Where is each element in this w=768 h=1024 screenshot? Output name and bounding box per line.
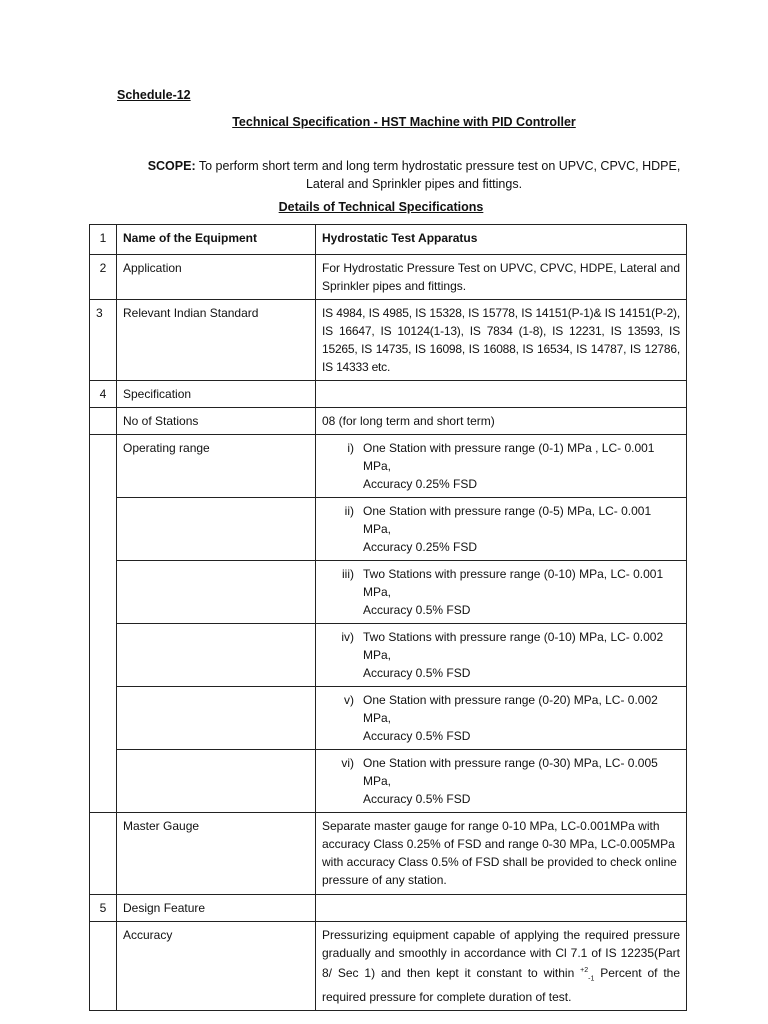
range-cell bbox=[316, 687, 687, 750]
table-row bbox=[90, 813, 687, 895]
empty-cell bbox=[117, 750, 316, 813]
row-number: 2 bbox=[90, 255, 117, 300]
range-cell bbox=[316, 498, 687, 561]
accuracy-label: Accuracy bbox=[117, 922, 316, 1011]
table-row bbox=[90, 381, 687, 408]
application-label: Application bbox=[117, 255, 316, 300]
range-line1: One Station with pressure range (0-5) MPa, LC- 0.001 MPa, bbox=[363, 504, 652, 536]
equipment-name-value: Hydrostatic Test Apparatus bbox=[316, 225, 687, 255]
row-number bbox=[90, 813, 117, 895]
design-feature-label: Design Feature bbox=[117, 895, 316, 922]
row-number: 5 bbox=[90, 895, 117, 922]
accuracy-text-a: Pressurizing equipment capable of applying the required pressure gradually and smoothly in accordance with Cl 7.1 of IS 12235(Part 8/ Sec 1) and then kept it constant to within bbox=[322, 928, 680, 980]
range-line1: One Station with pressure range (0-1) MPa , LC- 0.001 MPa, bbox=[363, 441, 655, 473]
standard-value: IS 4984, IS 4985, IS 15328, IS 15778, IS 14151(P-1)& IS 14151(P-2), IS 16647, IS 10124(1-13), IS 7834 (1-8), IS 12231, IS 13593, IS 15265, IS 14735, IS 16098, IS 16088, IS 16534, IS 14787, IS 12786, IS 14333 etc. bbox=[316, 300, 687, 381]
scope-text: To perform short term and long term hydrostatic pressure test on UPVC, CPVC, HDPE, bbox=[195, 159, 681, 173]
application-value: For Hydrostatic Pressure Test on UPVC, CPVC, HDPE, Lateral and Sprinkler pipes and fittings. bbox=[316, 255, 687, 300]
standard-label: Relevant Indian Standard bbox=[117, 300, 316, 381]
stations-value: 08 (for long term and short term) bbox=[316, 408, 687, 435]
range-line1: Two Stations with pressure range (0-10) MPa, LC- 0.002 MPa, bbox=[363, 630, 664, 662]
details-title: Details of Technical Specifications bbox=[278, 200, 484, 214]
table-row bbox=[90, 435, 687, 498]
table-row bbox=[90, 922, 687, 1011]
range-line2: Accuracy 0.5% FSD bbox=[363, 729, 471, 743]
range-cell bbox=[316, 561, 687, 624]
tolerance-plus: +2 bbox=[580, 967, 589, 974]
table-row bbox=[90, 255, 687, 300]
range-line2: Accuracy 0.25% FSD bbox=[363, 540, 478, 554]
table-row bbox=[90, 498, 687, 561]
table-row bbox=[90, 750, 687, 813]
empty-cell bbox=[117, 624, 316, 687]
scope-label: SCOPE: bbox=[147, 159, 196, 173]
document-title: Technical Specification - HST Machine with PID Controller bbox=[232, 115, 576, 129]
specification-label: Specification bbox=[117, 381, 316, 408]
row-number: 4 bbox=[90, 381, 117, 408]
range-index: iv) bbox=[341, 630, 354, 644]
design-feature-value bbox=[316, 895, 687, 922]
range-line2: Accuracy 0.5% FSD bbox=[363, 792, 471, 806]
specification-value bbox=[316, 381, 687, 408]
range-index: ii) bbox=[344, 504, 354, 518]
accuracy-text-b: Percent of the required pressure for complete duration of test. bbox=[322, 966, 681, 1005]
table-row bbox=[90, 895, 687, 922]
range-line2: Accuracy 0.5% FSD bbox=[363, 603, 471, 617]
equipment-name-label: Name of the Equipment bbox=[117, 225, 316, 255]
row-number: 3 bbox=[90, 300, 117, 381]
range-cell bbox=[316, 435, 687, 498]
row-number: 1 bbox=[90, 225, 117, 255]
empty-cell bbox=[117, 561, 316, 624]
range-line1: Two Stations with pressure range (0-10) MPa, LC- 0.001 MPa, bbox=[363, 567, 664, 599]
tolerance-minus: -1 bbox=[588, 975, 595, 983]
empty-cell bbox=[117, 687, 316, 750]
operating-range-label: Operating range bbox=[117, 435, 316, 498]
scope-paragraph bbox=[90, 157, 738, 193]
master-gauge-label: Master Gauge bbox=[117, 813, 316, 895]
empty-cell bbox=[117, 498, 316, 561]
row-number bbox=[90, 435, 117, 813]
schedule-label: Schedule-12 bbox=[117, 88, 191, 102]
specification-table bbox=[89, 224, 687, 1011]
range-line2: Accuracy 0.25% FSD bbox=[363, 477, 478, 491]
row-number bbox=[90, 922, 117, 1011]
stations-label: No of Stations bbox=[117, 408, 316, 435]
scope-text-line2: Lateral and Sprinkler pipes and fittings. bbox=[305, 177, 523, 191]
table-row bbox=[90, 300, 687, 381]
table-row bbox=[90, 624, 687, 687]
range-line1: One Station with pressure range (0-30) MPa, LC- 0.005 MPa, bbox=[363, 756, 658, 788]
range-index: vi) bbox=[341, 756, 354, 770]
master-gauge-value: Separate master gauge for range 0-10 MPa, LC-0.001MPa with accuracy Class 0.25% of FSD and range 0-30 MPa, LC-0.005MPa with accuracy Class 0.5% of FSD shall be provided to check online pressure of any station. bbox=[316, 813, 687, 895]
table-row bbox=[90, 561, 687, 624]
table-row bbox=[90, 687, 687, 750]
range-cell bbox=[316, 750, 687, 813]
range-line1: One Station with pressure range (0-20) MPa, LC- 0.002 MPa, bbox=[363, 693, 658, 725]
accuracy-value bbox=[316, 922, 687, 1011]
range-index: v) bbox=[344, 693, 354, 707]
table-row bbox=[90, 225, 687, 255]
range-line2: Accuracy 0.5% FSD bbox=[363, 666, 471, 680]
table-row bbox=[90, 408, 687, 435]
range-index: iii) bbox=[342, 567, 354, 581]
range-index: i) bbox=[347, 441, 354, 455]
range-cell bbox=[316, 624, 687, 687]
row-number bbox=[90, 408, 117, 435]
